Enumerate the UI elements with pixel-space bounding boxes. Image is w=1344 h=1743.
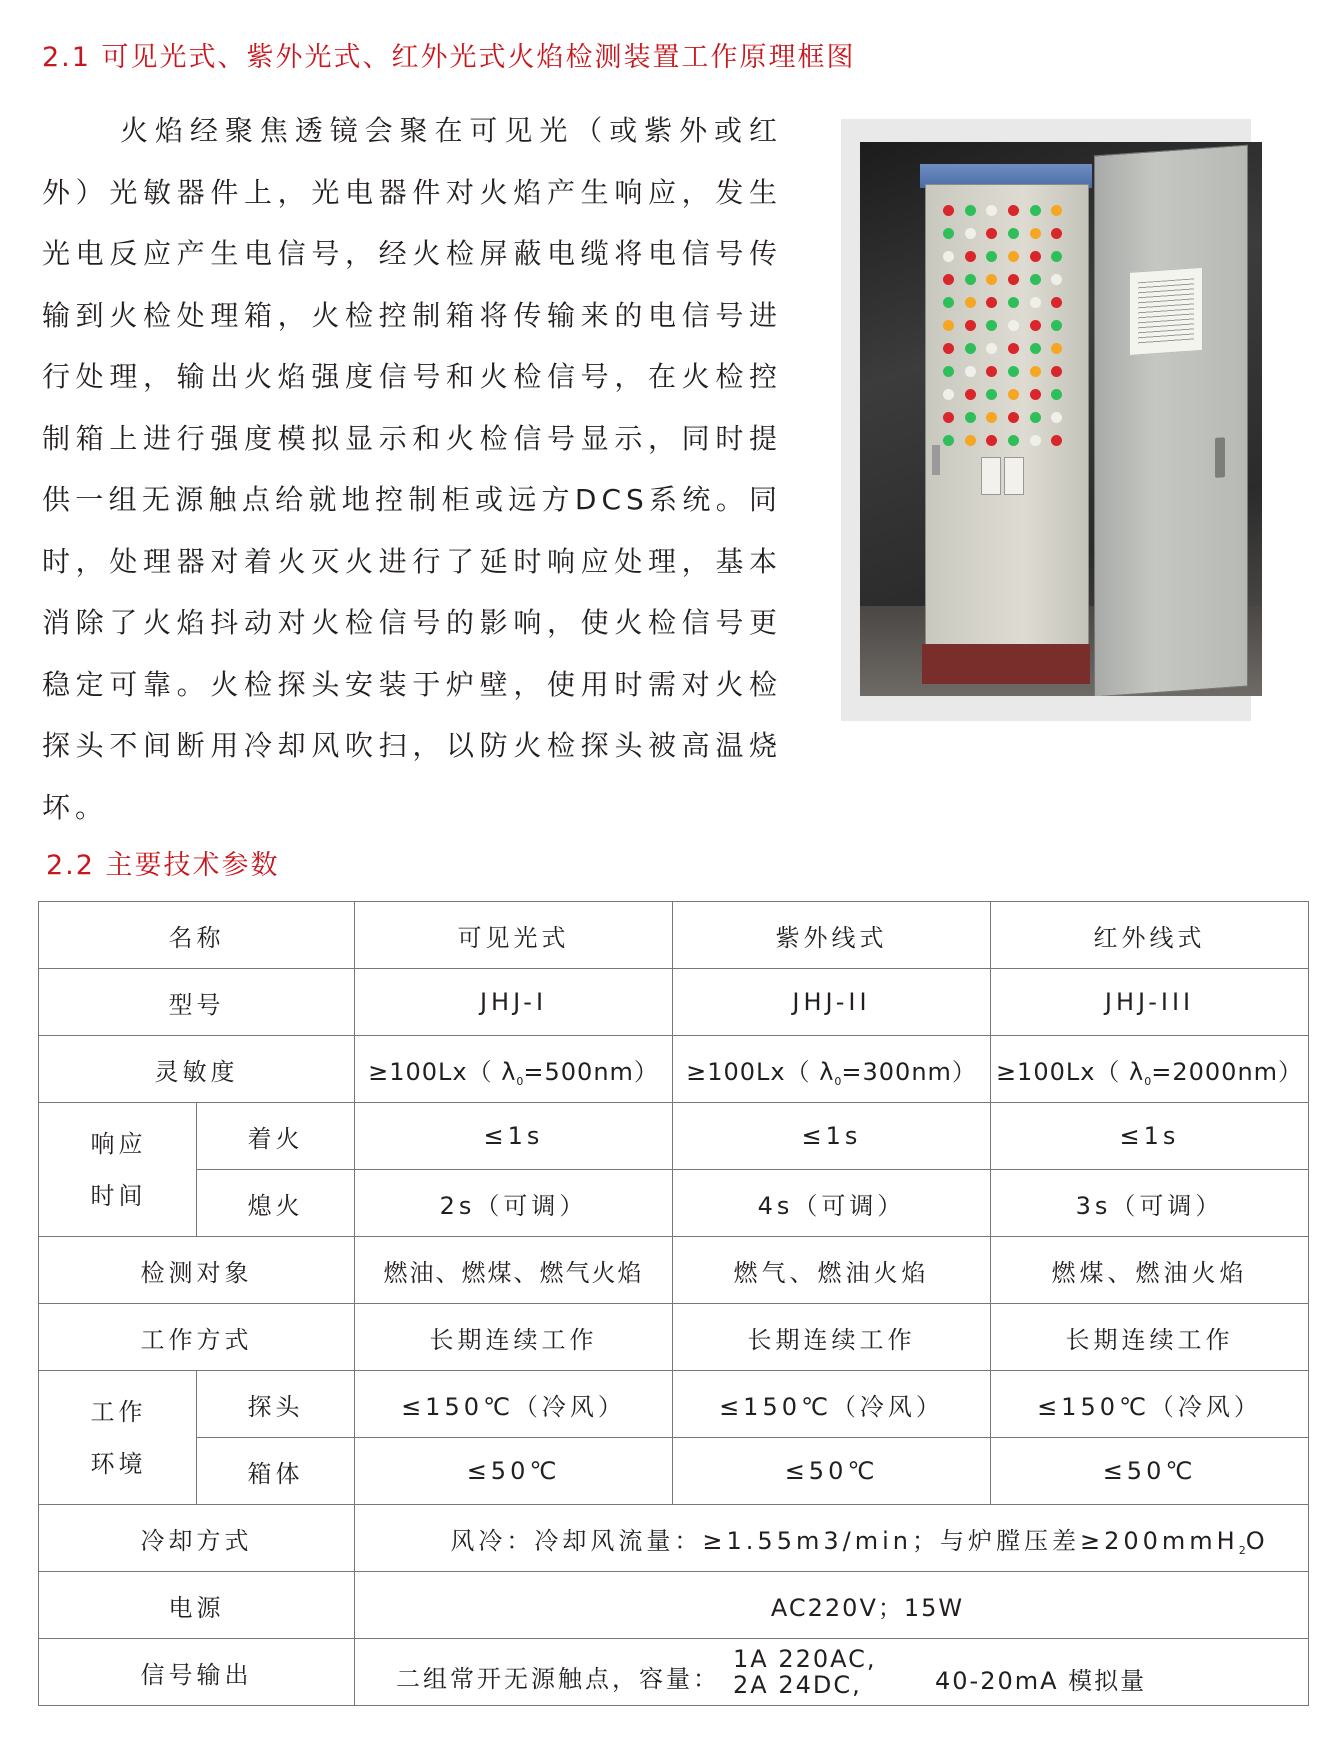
indicator-light [1008, 297, 1019, 308]
indicator-light [943, 297, 954, 308]
ignite-value: ≤1s [991, 1103, 1309, 1170]
cabinet-door [1094, 145, 1248, 696]
indicator-light-grid [943, 205, 1073, 446]
door-lock [1215, 437, 1225, 478]
indicator-light [943, 412, 954, 423]
indicator-light [1008, 228, 1019, 239]
extinguish-label: 熄火 [197, 1170, 355, 1237]
indicator-light [1008, 389, 1019, 400]
extinguish-value: 4s（可调） [673, 1170, 991, 1237]
indicator-light [1051, 412, 1062, 423]
indicator-light [1030, 205, 1041, 216]
extinguish-value: 3s（可调） [991, 1170, 1309, 1237]
indicator-light [1051, 320, 1062, 331]
indicator-light [1008, 435, 1019, 446]
indicator-light [1008, 205, 1019, 216]
indicator-light [1030, 412, 1041, 423]
indicator-light [1030, 274, 1041, 285]
indicator-light [943, 205, 954, 216]
header-uv: 紫外线式 [673, 902, 991, 969]
signal-value [355, 1639, 1309, 1706]
box-value: ≤50℃ [355, 1438, 673, 1505]
response-label: 响应时间 [39, 1103, 197, 1237]
indicator-light [943, 366, 954, 377]
ignite-value: ≤1s [673, 1103, 991, 1170]
table-row-mode [39, 1304, 1309, 1371]
sensitivity-value: ≥100Lx（ $\lambda_0=2000nm$） [991, 1036, 1309, 1103]
wiring-diagram-sheet [1129, 267, 1203, 356]
indicator-light [1051, 274, 1062, 285]
model-value: JHJ-I [355, 969, 673, 1036]
object-value: 燃气、燃油火焰 [673, 1237, 991, 1304]
extinguish-value: 2s（可调） [355, 1170, 673, 1237]
probe-value: ≤150℃（冷风） [991, 1371, 1309, 1438]
table-row-power [39, 1572, 1309, 1639]
indicator-light [1051, 435, 1062, 446]
indicator-light [965, 205, 976, 216]
indicator-light [986, 205, 997, 216]
section-title-principle: 2.1 可见光式、紫外光式、红外光式火焰检测装置工作原理框图 [42, 42, 856, 73]
signal-analog: 40-20mA 模拟量 [935, 1667, 1147, 1695]
indicator-light [965, 412, 976, 423]
box-label: 箱体 [197, 1438, 355, 1505]
table-row-header [39, 902, 1309, 969]
indicator-light [1008, 412, 1019, 423]
mode-value: 长期连续工作 [355, 1304, 673, 1371]
header-visible: 可见光式 [355, 902, 673, 969]
indicator-light [1030, 343, 1041, 354]
indicator-light [943, 251, 954, 262]
indicator-light [965, 274, 976, 285]
table-row-response-extinguish [39, 1170, 1309, 1237]
indicator-light [965, 320, 976, 331]
control-cabinet-photo [841, 119, 1251, 721]
indicator-light [1030, 435, 1041, 446]
cooling-value: 风冷：冷却风流量：≥1.55m3/min；与炉膛压差≥200mmH$_2$O [355, 1505, 1309, 1572]
header-name: 名称 [39, 902, 355, 969]
object-label: 检测对象 [39, 1237, 355, 1304]
probe-value: ≤150℃（冷风） [355, 1371, 673, 1438]
indicator-light [1008, 320, 1019, 331]
indicator-light [965, 366, 976, 377]
indicator-light [1030, 320, 1041, 331]
cabinet-base [922, 644, 1090, 684]
indicator-light [943, 228, 954, 239]
indicator-light [1051, 297, 1062, 308]
table-row-object [39, 1237, 1309, 1304]
indicator-light [986, 366, 997, 377]
indicator-light [1051, 366, 1062, 377]
signal-contacts: 二组常开无源触点，容量： [396, 1665, 720, 1693]
display-gauge [1004, 457, 1024, 495]
indicator-light [943, 389, 954, 400]
table-row-response-ignite [39, 1103, 1309, 1170]
indicator-light [986, 274, 997, 285]
indicator-light [986, 297, 997, 308]
indicator-light [1008, 343, 1019, 354]
model-label: 型号 [39, 969, 355, 1036]
power-label: 电源 [39, 1572, 355, 1639]
indicator-light [1030, 389, 1041, 400]
mode-value: 长期连续工作 [673, 1304, 991, 1371]
indicator-light [1051, 389, 1062, 400]
probe-label: 探头 [197, 1371, 355, 1438]
indicator-light [1030, 228, 1041, 239]
ignite-value: ≤1s [355, 1103, 673, 1170]
indicator-light [1051, 228, 1062, 239]
indicator-light [965, 251, 976, 262]
model-value: JHJ-III [991, 969, 1309, 1036]
cabinet-body [925, 184, 1089, 646]
table-row-env-box [39, 1438, 1309, 1505]
mode-label: 工作方式 [39, 1304, 355, 1371]
table-row-cooling [39, 1505, 1309, 1572]
mode-value: 长期连续工作 [991, 1304, 1309, 1371]
indicator-light [986, 412, 997, 423]
table-row-model [39, 969, 1309, 1036]
cabinet-image [860, 142, 1262, 696]
indicator-light [986, 228, 997, 239]
signal-label: 信号输出 [39, 1639, 355, 1706]
box-value: ≤50℃ [673, 1438, 991, 1505]
box-value: ≤50℃ [991, 1438, 1309, 1505]
indicator-light [1008, 366, 1019, 377]
indicator-light [943, 343, 954, 354]
table-row-env-probe [39, 1371, 1309, 1438]
environment-label: 工作环境 [39, 1371, 197, 1505]
indicator-light [986, 320, 997, 331]
sensitivity-value: ≥100Lx（ $\lambda_0=300nm$） [673, 1036, 991, 1103]
indicator-light [1008, 251, 1019, 262]
parameter-table [38, 901, 1309, 1706]
indicator-light [986, 343, 997, 354]
object-value: 燃煤、燃油火焰 [991, 1237, 1309, 1304]
signal-capacity: 1A 220AC, 2A 24DC, [733, 1645, 877, 1699]
indicator-light [965, 435, 976, 446]
indicator-light [1051, 251, 1062, 262]
sensitivity-label: 灵敏度 [39, 1036, 355, 1103]
indicator-light [1030, 251, 1041, 262]
cabinet-handle [932, 445, 940, 475]
indicator-light [986, 251, 997, 262]
model-value: JHJ-II [673, 969, 991, 1036]
section-title-parameters: 2.2 主要技术参数 [46, 850, 280, 881]
sensitivity-value: ≥100Lx（ $\lambda_0=500nm$） [355, 1036, 673, 1103]
indicator-light [965, 343, 976, 354]
indicator-light [1008, 274, 1019, 285]
principle-paragraph: 火焰经聚焦透镜会聚在可见光（或紫外或红外）光敏器件上，光电器件对火焰产生响应，发生光电反应产生电信号，经火检屏蔽电缆将电信号传输到火检处理箱，火检控制箱将传输来的电信号进行处理，输出火焰强度信号和火检信号，在火检控制箱上进行强度模拟显示和火检信号显示，同时提供一组无源触点给就地控制柜或远方DCS系统。同时，处理器对着火灭火进行了延时响应处理，基本消除了火焰抖动对火检信号的影响，使火检信号更稳定可靠。火检探头安装于炉壁，使用时需对火检探头不间断用冷却风吹扫，以防火检探头被高温烧坏。 [42, 114, 782, 824]
cooling-label: 冷却方式 [39, 1505, 355, 1572]
object-value: 燃油、燃煤、燃气火焰 [355, 1237, 673, 1304]
indicator-light [1051, 343, 1062, 354]
indicator-light [1051, 205, 1062, 216]
ignite-label: 着火 [197, 1103, 355, 1170]
indicator-light [965, 389, 976, 400]
display-gauge [981, 457, 1001, 495]
table-row-sensitivity [39, 1036, 1309, 1103]
indicator-light [943, 320, 954, 331]
indicator-light [1030, 366, 1041, 377]
indicator-light [965, 228, 976, 239]
indicator-light [965, 297, 976, 308]
probe-value: ≤150℃（冷风） [673, 1371, 991, 1438]
indicator-light [943, 274, 954, 285]
power-value: AC220V；15W [355, 1572, 1309, 1639]
table-row-signal [39, 1639, 1309, 1706]
indicator-light [1030, 297, 1041, 308]
indicator-light [943, 435, 954, 446]
header-ir: 红外线式 [991, 902, 1309, 969]
indicator-light [986, 389, 997, 400]
indicator-light [986, 435, 997, 446]
